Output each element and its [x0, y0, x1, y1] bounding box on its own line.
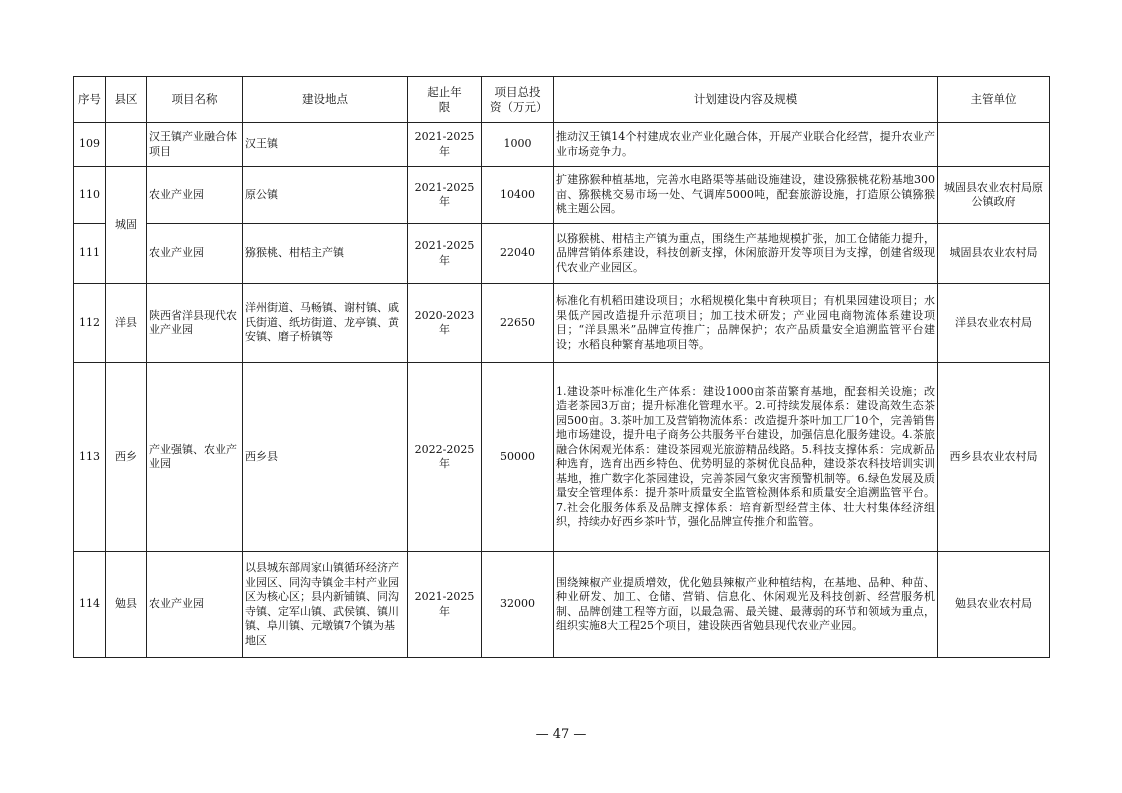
cell-unit: 城固县农业农村局 [938, 224, 1050, 284]
cell-name: 农业产业园 [147, 167, 243, 224]
cell-unit: 勉县农业农村局 [938, 552, 1050, 658]
cell-investment: 22040 [482, 224, 554, 284]
header-row [74, 77, 1050, 123]
cell-location: 洋州街道、马畅镇、谢村镇、戚氏街道、纸坊街道、龙亭镇、黄安镇、磨子桥镇等 [243, 284, 408, 363]
header-no: 序号 [74, 77, 106, 123]
header-name: 项目名称 [147, 77, 243, 123]
cell-period: 2020-2023年 [408, 284, 482, 363]
cell-unit [938, 123, 1050, 167]
table-row [74, 552, 1050, 658]
cell-location: 猕猴桃、柑桔主产镇 [243, 224, 408, 284]
cell-name: 农业产业园 [147, 552, 243, 658]
table-row [74, 284, 1050, 363]
cell-content: 标准化有机稻田建设项目；水稻规模化集中育秧项目；有机果园建设项目；水果低产园改造提升示范项目；加工技术研发；产业园电商物流体系建设项目；“洋县黑米”品牌宣传推广；品牌保护；农产品质量安全追溯监管平台建设；水稻良种繁育基地项目等。 [554, 284, 938, 363]
cell-period: 2021-2025年 [408, 167, 482, 224]
cell-no: 109 [74, 123, 106, 167]
cell-location: 以县城东部周家山镇循环经济产业园区、同沟寺镇金丰村产业园区为核心区；县内新铺镇、同沟寺镇、定军山镇、武侯镇、镇川镇、阜川镇、元墩镇7个镇为基地区 [243, 552, 408, 658]
cell-unit: 洋县农业农村局 [938, 284, 1050, 363]
cell-location: 西乡县 [243, 363, 408, 552]
cell-investment: 10400 [482, 167, 554, 224]
cell-unit: 西乡县农业农村局 [938, 363, 1050, 552]
cell-period: 2021-2025年 [408, 123, 482, 167]
cell-content: 1.建设茶叶标准化生产体系：建设1000亩茶苗繁育基地，配套相关设施；改造老茶园3万亩；提升标准化管理水平。2.可持续发展体系：建设高效生态茶园500亩。3.茶叶加工及营销物流体系：改造提升茶叶加工厂10个，完善销售地市场建设，提升电子商务公共服务平台建设，加强信息化服务建设。4.茶旅融合休闲观光体系：建设茶园观光旅游精品线路。5.科技支撑体系：完成新品种选育，选育出西乡特色、优势明显的茶树优良品种，建设茶农科技培训实训基地，推广数字化茶园建设，完善茶园气象灾害预警机制等。6.绿色发展及质量安全管理体系：提升茶叶质量安全监管检测体系和质量安全追溯监管平台。7.社会化服务体系及品牌支撑体系：培育新型经营主体、壮大村集体经济组织，持续办好西乡茶叶节，强化品牌宣传推介和监管。 [554, 363, 938, 552]
header-investment: 项目总投资（万元） [482, 77, 554, 123]
cell-no: 111 [74, 224, 106, 284]
table-row [74, 363, 1050, 552]
cell-content: 扩建猕猴种植基地，完善水电路渠等基础设施建设，建设猕猴桃花粉基地300亩、猕猴桃交易市场一处、气调库5000吨，配套旅游设施，打造原公镇猕猴桃主题公园。 [554, 167, 938, 224]
header-unit: 主管单位 [938, 77, 1050, 123]
cell-investment: 32000 [482, 552, 554, 658]
cell-period: 2022-2025年 [408, 363, 482, 552]
table-row [74, 224, 1050, 284]
cell-name: 农业产业园 [147, 224, 243, 284]
project-table [73, 76, 1050, 658]
cell-county: 洋县 [106, 284, 147, 363]
cell-name: 产业强镇、农业产业园 [147, 363, 243, 552]
cell-content: 以猕猴桃、柑桔主产镇为重点，围绕生产基地规模扩张，加工仓储能力提升，品牌营销体系建设，科技创新支撑，休闲旅游开发等项目为支撑，创建省级现代农业产业园区。 [554, 224, 938, 284]
cell-unit: 城固县农业农村局原公镇政府 [938, 167, 1050, 224]
cell-county: 城固 [106, 167, 147, 284]
cell-investment: 22650 [482, 284, 554, 363]
cell-county: 勉县 [106, 552, 147, 658]
table-row [74, 167, 1050, 224]
cell-investment: 1000 [482, 123, 554, 167]
cell-no: 114 [74, 552, 106, 658]
cell-location: 原公镇 [243, 167, 408, 224]
header-period: 起止年限 [408, 77, 482, 123]
cell-period: 2021-2025年 [408, 224, 482, 284]
cell-name: 陕西省洋县现代农业产业园 [147, 284, 243, 363]
header-location: 建设地点 [243, 77, 408, 123]
cell-county [106, 123, 147, 167]
table-row [74, 123, 1050, 167]
page-number: — 47 — [535, 727, 587, 742]
header-county: 县区 [106, 77, 147, 123]
cell-content: 推动汉王镇14个村建成农业产业化融合体，开展产业联合化经营，提升农业产业市场竞争力。 [554, 123, 938, 167]
cell-content: 围绕辣椒产业提质增效，优化勉县辣椒产业种植结构，在基地、品种、种苗、种业研发、加工、仓储、营销、信息化、休闲观光及科技创新、经营服务机制、品牌创建工程等方面，以最急需、最关键、最薄弱的环节和领域为重点，组织实施8大工程25个项目，建设陕西省勉县现代农业产业园。 [554, 552, 938, 658]
cell-no: 110 [74, 167, 106, 224]
cell-county: 西乡 [106, 363, 147, 552]
cell-period: 2021-2025年 [408, 552, 482, 658]
cell-name: 汉王镇产业融合体项目 [147, 123, 243, 167]
cell-location: 汉王镇 [243, 123, 408, 167]
header-content: 计划建设内容及规模 [554, 77, 938, 123]
cell-no: 113 [74, 363, 106, 552]
cell-no: 112 [74, 284, 106, 363]
cell-investment: 50000 [482, 363, 554, 552]
